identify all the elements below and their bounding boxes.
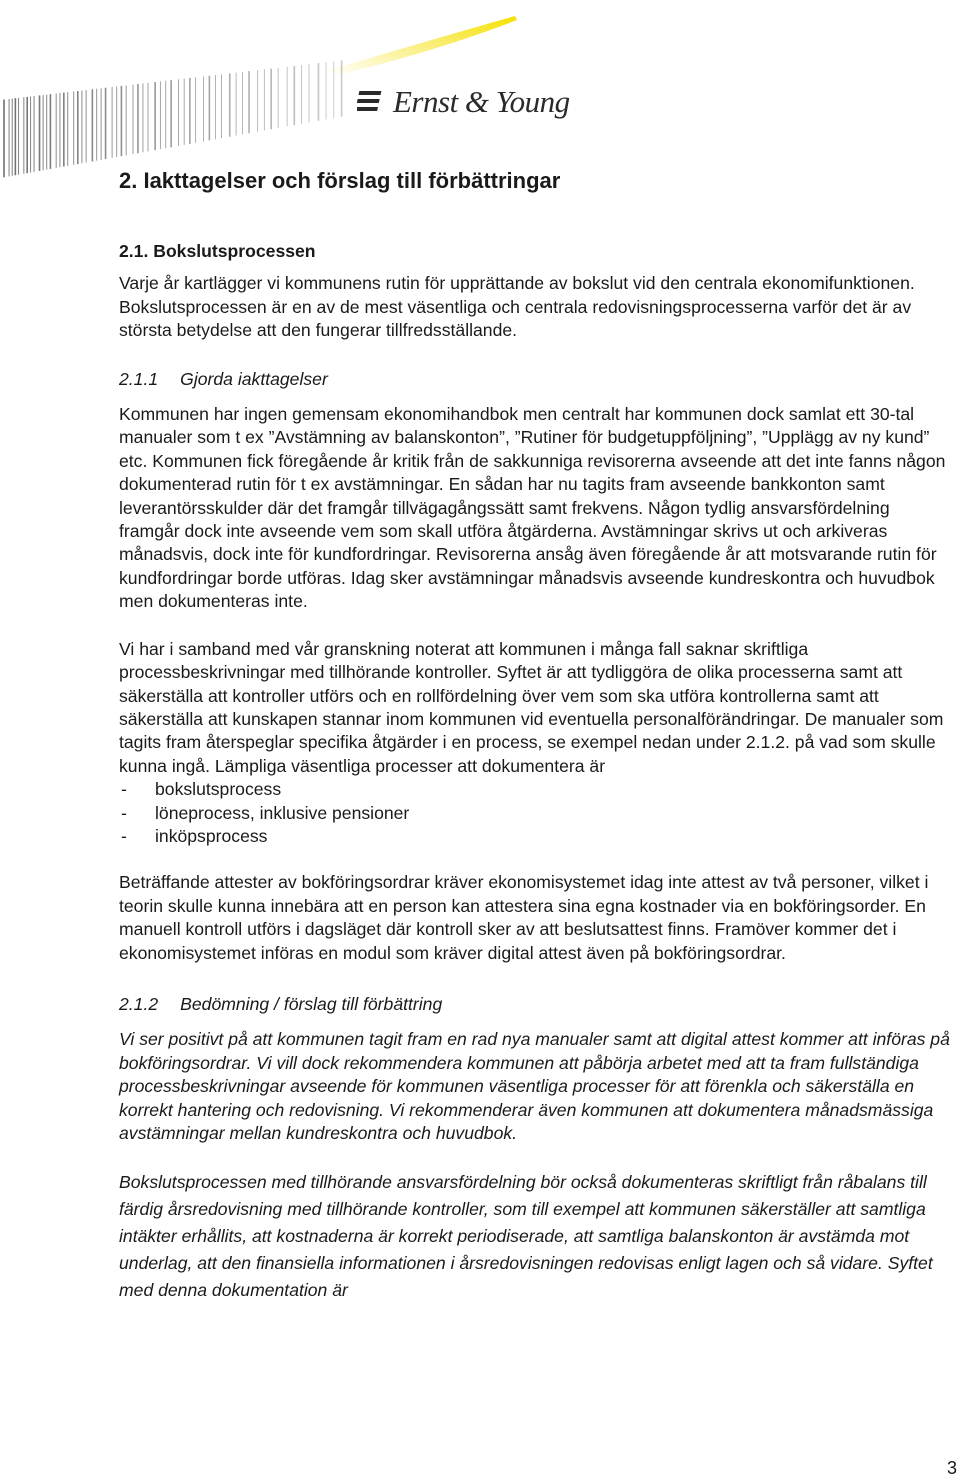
logo-text: Ernst & Young (393, 84, 570, 119)
section-2-1-2-paragraph-1: Vi ser positivt på att kommunen tagit fram en rad nya manualer samt att digital attest kommer att införas på bokföringsordrar. Vi vill dock rekommendera kommunen att påbörja arbetet med att ta fram fullständiga processbeskrivningar avseende för kommunen väsentliga processer för att förenkla och säkerställa en korrekt hantering och redovisning. Vi rekommenderar även kommunen att dokumentera månadsmässiga avstämningar mellan kundreskontra och huvudbok. (119, 1029, 950, 1143)
page-heading: 2. Iakttagelser och förslag till förbättringar (119, 168, 561, 193)
ernst-young-logo (357, 84, 570, 120)
section-2-1-2-title: Bedömning / förslag till förbättring (180, 993, 443, 1014)
section-2-1-title: 2.1. Bokslutsprocessen (119, 241, 316, 261)
list-item: - bokslutsprocess (119, 778, 955, 801)
section-2-1-intro: Varje år kartlägger vi kommunens rutin för upprättande av bokslut vid den centrala ekonomifunktionen. Bokslutsprocessen är en av de mest väsentliga och centrala redovisningsprocesserna varför det är av största betydelse att den fungerar tillfredsställande. (119, 273, 915, 341)
page-number: 3 (946, 1458, 957, 1478)
section-2-1-1-paragraph-2: Vi har i samband med vår granskning noterat att kommunen i många fall saknar skriftliga processbeskrivningar med tillhörande kontroller. Syftet är att tydliggöra de olika processerna samt att säkerställa att kontroller utförs och en rollfördelning över vem som ska utföra kontrollerna samt att säkerställa att kunskapen stannar inom kommunen vid eventuella personalförändringar. De manualer som tagits fram återspeglar specifika åtgärder i en process, se exempel nedan under 2.1.2. på vad som skulle kunna ingå. Lämpliga väsentliga processer att dokumentera är (119, 638, 944, 776)
section-2-1-1-title: Gjorda iakttagelser (180, 368, 328, 389)
yellow-sweep (330, 16, 517, 76)
section-2-1-1-paragraph-1: Kommunen har ingen gemensam ekonomihandbok men centralt har kommunen dock samlat ett 30-tal manualer som t ex ”Avstämning av balanskonton”, ”Rutiner för budgetuppföljning”, ”Upplägg av ny kund” etc. Kommunen fick föregående år kritik från de sakkunniga revisorerna avseende att det inte fanns någon dokumenterad rutin för t ex avstämningar. En sådan har nu tagits fram avseende bankkonton samt leverantörsskulder där det framgår tillvägagångssätt samt frekvens. Någon tydlig ansvarsfördelning framgår dock inte avseende vem som skall utföra åtgärderna. Avstämningar skrivs ut och arkiveras månadsvis, dock inte för kundfordringar. Revisorerna ansåg även föregående år att motsvarande rutin för kundfordringar borde utföras. Idag sker avstämningar månadsvis avseende kundreskontra och huvudbok men dokumenteras inte. (119, 404, 946, 612)
section-2-1-1-heading (119, 368, 955, 391)
section-2-1-2-paragraph-2: Bokslutsprocessen med tillhörande ansvarsfördelning bör också dokumenteras skriftligt från råbalans till färdig årsredovisning med tillhörande kontroller, som till exempel att kommunen säkerställer att samtliga intäkter erhållits, att kostnaderna är korrekt periodiserade, att samtliga balanskonton är avstämda mot underlag, att den finansiella informationen i årsredovisningen redovisas enligt lagen och så vidare. Syftet med denna dokumentation är (119, 1172, 933, 1301)
list-item: - inköpsprocess (119, 825, 955, 848)
section-2-1-1-number: 2.1.1 (119, 368, 159, 389)
ey-logo-mark-icon (357, 88, 387, 116)
section-2-1-2-number: 2.1.2 (119, 993, 159, 1014)
process-list (119, 778, 955, 848)
list-item: - löneprocess, inklusive pensioner (119, 802, 955, 825)
document-body (119, 166, 955, 1328)
section-2-1-2-heading (119, 993, 955, 1016)
barcode-lines (4, 60, 342, 177)
section-2-1-1-paragraph-3: Beträffande attester av bokföringsordrar kräver ekonomisystemet idag inte attest av två personer, vilket i teorin skulle kunna innebära att en person kan attestera sina egna kostnader via en bokföringsorder. En manuell kontroll utförs i dagsläget där kontroll sker av att beslutsattest finns. Framöver kommer det i ekonomisystemet införas en modul som kräver digital attest även på bokföringsordrar. (119, 872, 929, 963)
